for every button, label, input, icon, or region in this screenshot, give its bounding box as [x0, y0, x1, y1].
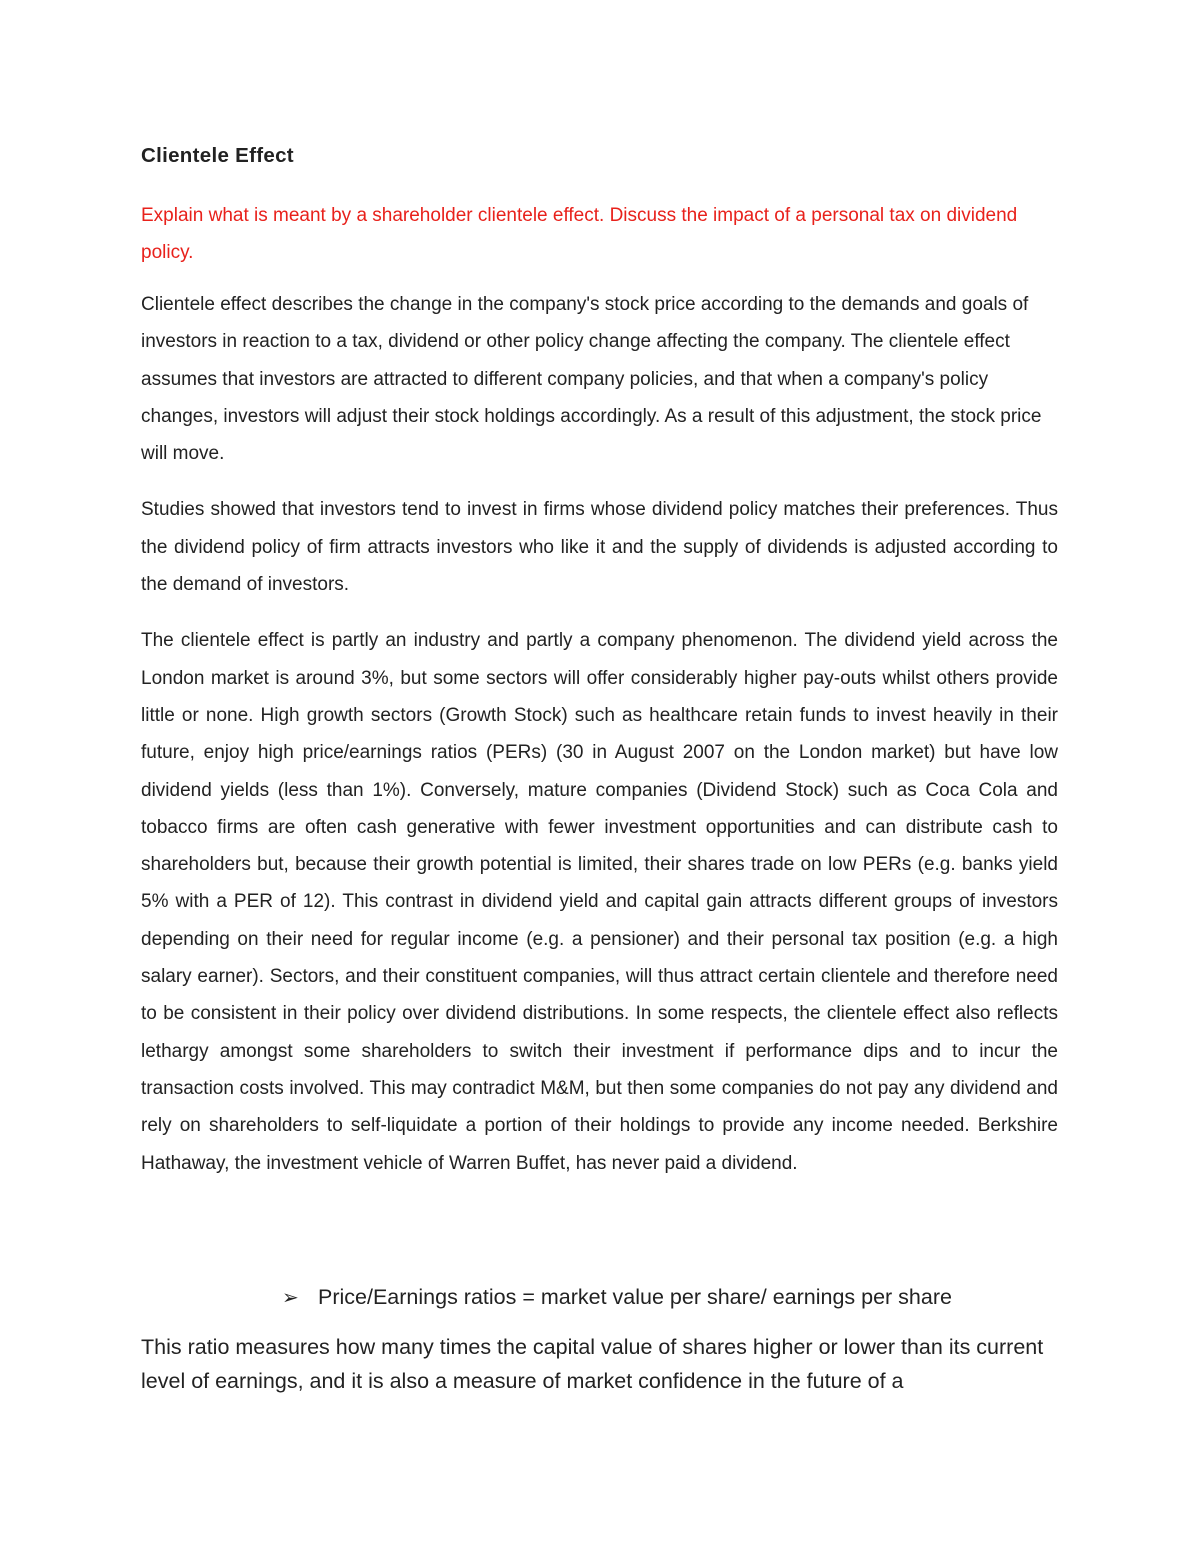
document-body [141, 140, 1058, 1182]
paragraph-definition: Clientele effect describes the change in the company's stock price according to the demands and goals of investors in reaction to a tax, dividend or other policy change affecting the company. The clientele effect assumes that investors are attracted to different company policies, and that when a company's policy changes, investors will adjust their stock holdings accordingly. As a result of this adjustment, the stock price will move. [141, 294, 1042, 465]
question-prompt: Explain what is meant by a shareholder clientele effect. Discuss the impact of a personal tax on dividend policy. [141, 205, 1018, 263]
bullet-text: Price/Earnings ratios = market value per share/ earnings per share [318, 1285, 952, 1309]
bullet-item [282, 1279, 952, 1316]
paragraph-industry-phenomenon: The clientele effect is partly an industry and partly a company phenomenon. The dividend yield across the London market is around 3%, but some sectors will offer considerably higher pay-outs whilst others provide little or none. High growth sectors (Growth Stock) such as healthcare retain funds to invest heavily in their future, enjoy high price/earnings ratios (PERs) (30 in August 2007 on the London market) but have low dividend yields (less than 1%). Conversely, mature companies (Dividend Stock) such as Coca Cola and tobacco firms are often cash generative with fewer investment opportunities and can distribute cash to shareholders but, because their growth potential is limited, their shares trade on low PERs (e.g. banks yield 5% with a PER of 12). This contrast in dividend yield and capital gain attracts different groups of investors depending on their need for regular income (e.g. a pensioner) and their personal tax position (e.g. a high salary earner). Sectors, and their constituent companies, will thus attract certain clientele and therefore need to be consistent in their policy over dividend distributions. In some respects, the clientele effect also reflects lethargy amongst some shareholders to switch their investment if performance dips and to incur the transaction costs involved. This may contradict M&M, but then some companies do not pay any dividend and rely on shareholders to self-liquidate a portion of their holdings to provide any income needed. Berkshire Hathaway, the investment vehicle of Warren Buffet, has never paid a dividend. [141, 630, 1058, 1174]
paragraph-studies: Studies showed that investors tend to invest in firms whose dividend policy matches their preferences. Thus the dividend policy of firm attracts investors who like it and the supply of dividends is adjusted according to the demand of investors. [141, 499, 1058, 596]
arrow-bullet-icon: ➢ [282, 1287, 299, 1309]
paragraph-ratio-measure: This ratio measures how many times the capital value of shares higher or lower than its current level of earnings, and it is also a measure of market confidence in the future of a [141, 1335, 1044, 1393]
document-title: Clientele Effect [141, 144, 294, 167]
